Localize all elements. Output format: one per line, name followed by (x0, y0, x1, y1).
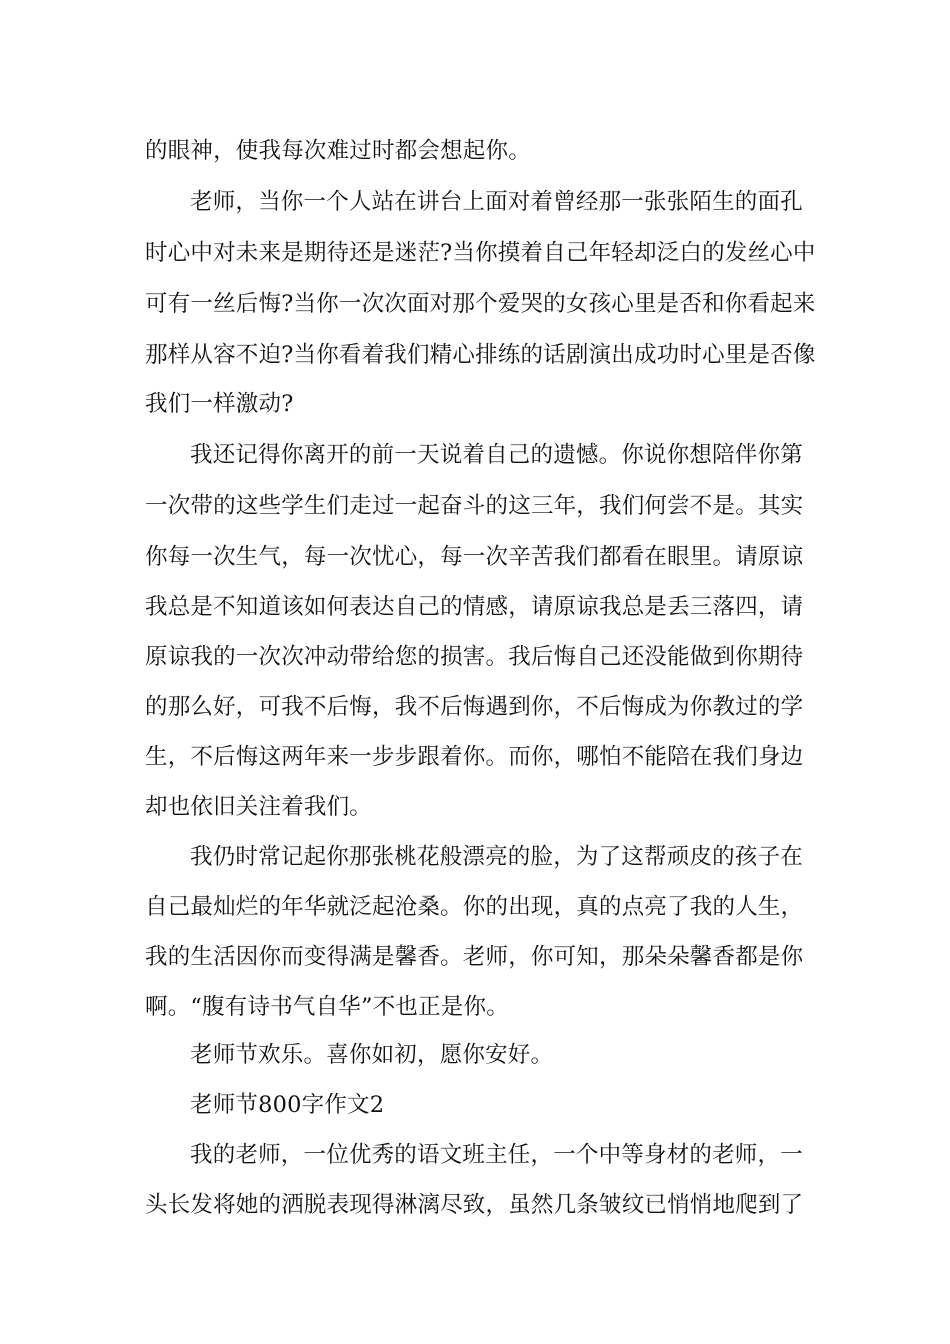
text-line: 啊。“腹有诗书气自华”不也正是你。 (145, 994, 509, 1020)
text-line: 那样从容不迫?当你看着我们精心排练的话剧演出成功时心里是否像 (145, 342, 816, 368)
text-line: 时心中对未来是期待还是迷茫?当你摸着自己年轻却泛白的发丝心中 (145, 240, 816, 266)
paragraph-first-line: 老师节欢乐。喜你如初，愿你安好。 (190, 1042, 554, 1068)
text-line: 我的生活因你而变得满是馨香。老师，你可知，那朵朵馨香都是你 (145, 944, 804, 970)
text-line: 原谅我的一次次冲动带给您的损害。我后悔自己还没能做到你期待 (145, 644, 804, 670)
paragraph-first-line: 我还记得你离开的前一天说着自己的遗憾。你说你想陪伴你第 (190, 442, 803, 468)
text-line: 我总是不知道该如何表达自己的情感，请原谅我总是丢三落四，请 (145, 594, 804, 620)
text-line: 一次带的这些学生们走过一起奋斗的这三年，我们何尝不是。其实 (145, 493, 804, 519)
text-line: 生，不后悔这两年来一步步跟着你。而你，哪怕不能陪在我们身边 (145, 744, 804, 770)
section-heading: 老师节800字作文2 (190, 1092, 385, 1118)
text-line: 的眼神，使我每次难过时都会想起你。 (145, 138, 531, 164)
text-line: 我们一样激动? (145, 391, 294, 417)
paragraph-first-line: 我的老师，一位优秀的语文班主任，一个中等身材的老师，一 (190, 1142, 803, 1168)
text-line: 你每一次生气，每一次忧心，每一次辛苦我们都看在眼里。请原谅 (145, 544, 804, 570)
text-line: 自己最灿烂的年华就泛起沧桑。你的出现，真的点亮了我的人生， (145, 894, 804, 920)
text-line: 的那么好，可我不后悔，我不后悔遇到你，不后悔成为你教过的学 (145, 694, 804, 720)
text-line: 可有一丝后悔?当你一次次面对那个爱哭的女孩心里是否和你看起来 (145, 291, 816, 317)
paragraph-first-line: 我仍时常记起你那张桃花般漂亮的脸，为了这帮顽皮的孩子在 (190, 844, 803, 870)
text-line: 却也依旧关注着我们。 (145, 794, 373, 820)
text-line: 头长发将她的洒脱表现得淋漓尽致，虽然几条皱纹已悄悄地爬到了 (145, 1192, 804, 1218)
paragraph-first-line: 老师，当你一个人站在讲台上面对着曾经那一张张陌生的面孔 (190, 189, 803, 215)
